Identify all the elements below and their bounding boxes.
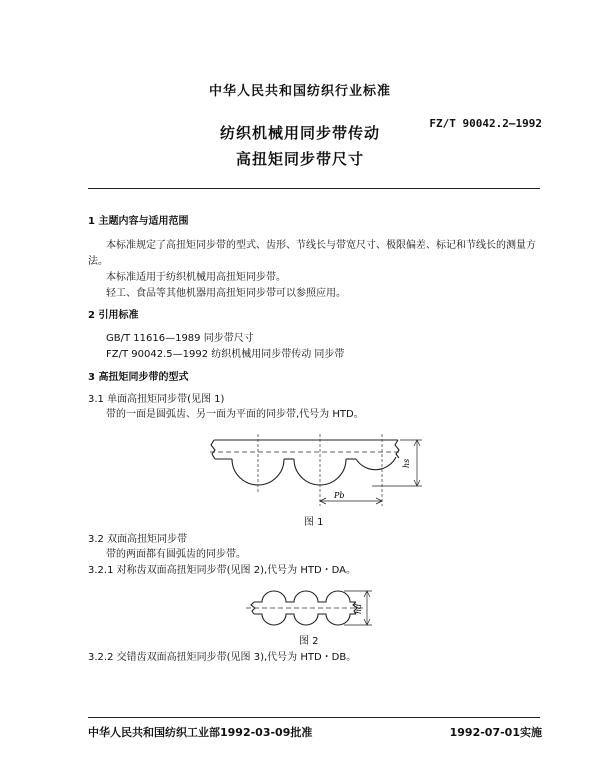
section-1-paragraph-1: 本标准规定了高扭矩同步带的型式、齿形、节线长与带宽尺寸、极限偏差、标记和节线长的测量方	[106, 240, 536, 251]
section-3-heading: 3 高扭矩同步带的型式	[88, 372, 189, 383]
figure-1-pitch-label: Pb	[334, 491, 345, 500]
section-3-2-1-text: 3.2.1 对称齿双面高扭矩同步带(见图 2),代号为 HTD・DA。	[88, 565, 357, 576]
issuing-body: 中华人民共和国纺织行业标准	[208, 84, 391, 99]
approval-line: 中华人民共和国纺织工业部1992-03-09批准	[88, 726, 313, 739]
section-3-1-heading: 3.1 单面高扭矩同步带(见图 1)	[88, 394, 225, 405]
reference-1: GB/T 11616—1989 同步带尺寸	[106, 333, 254, 344]
implementation-date: 1992-07-01实施	[449, 726, 542, 739]
standard-number: FZ/T 90042.2—1992	[429, 117, 542, 130]
section-3-2-2-text: 3.2.2 交错齿双面高扭矩同步带(见图 3),代号为 HTD・DB。	[88, 652, 357, 663]
standard-title-line2: 高扭矩同步带尺寸	[235, 150, 364, 168]
section-1-paragraph-1-cont: 法。	[88, 256, 108, 267]
section-3-1-text: 带的一面是圆弧齿、另一面为平面的同步带,代号为 HTD。	[106, 409, 364, 420]
footer-divider	[88, 717, 540, 718]
figure-1-caption: 图 1	[304, 517, 324, 528]
reference-2: FZ/T 90042.5—1992 纺织机械用同步带传动 同步带	[106, 349, 345, 360]
section-1-paragraph-2: 本标准适用于纺织机械用高扭矩同步带。	[106, 272, 286, 283]
section-3-2-text: 带的两面都有圆弧齿的同步带。	[106, 549, 246, 560]
figure-2-caption: 图 2	[299, 636, 319, 647]
figure-1-height-label: hs	[402, 458, 411, 468]
standard-title-line1: 纺织机械用同步带传动	[219, 124, 380, 142]
section-2-heading: 2 引用标准	[88, 310, 139, 321]
section-1-paragraph-3: 轻工、食品等其他机器用高扭矩同步带可以参照应用。	[106, 288, 346, 299]
figure-2-height-label: hd	[354, 603, 363, 614]
section-3-2-heading: 3.2 双面高扭矩同步带	[88, 534, 188, 545]
section-1-heading: 1 主题内容与适用范围	[88, 216, 189, 227]
